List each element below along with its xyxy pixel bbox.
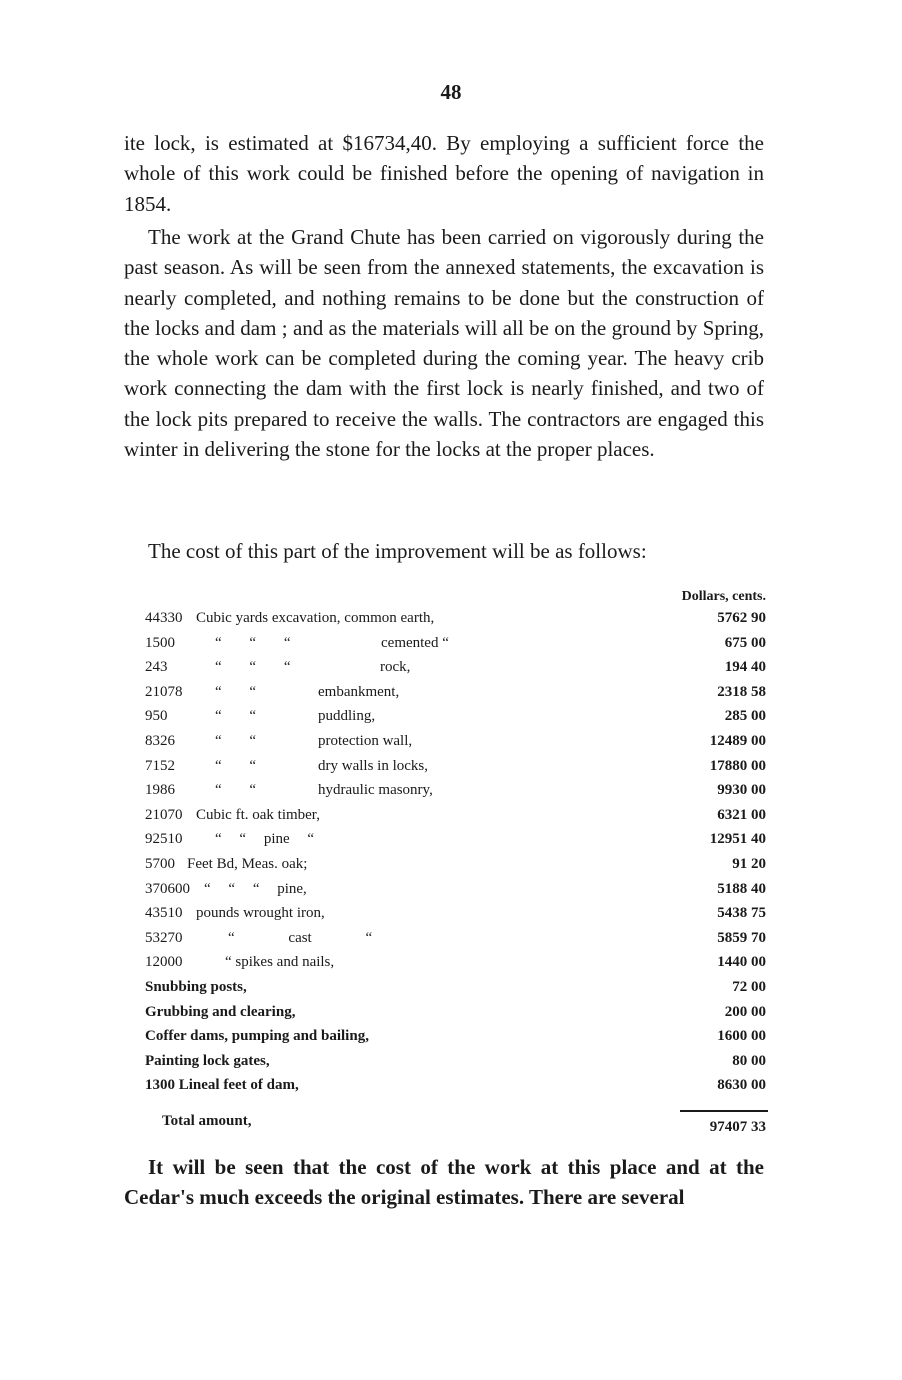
table-row xyxy=(0,1028,902,1053)
paragraph-4-text: It will be seen that the cost of the work at this place and at the Cedar's much exceeds the original estimates. There are several xyxy=(124,1155,764,1210)
row-description: hydraulic masonry, xyxy=(318,782,433,799)
row-quantity: 21070 xyxy=(145,806,183,823)
table-row xyxy=(0,905,902,930)
table-row xyxy=(0,930,902,955)
row-quantity: 370600 xyxy=(145,880,190,897)
page-number: 48 xyxy=(440,80,462,104)
row-amount: 675 00 xyxy=(724,634,766,651)
row-description: puddling, xyxy=(318,708,376,725)
row-amount: 1600 00 xyxy=(717,1028,766,1045)
row-unit: “ “ pine “ xyxy=(215,831,315,848)
paragraph-2 xyxy=(124,222,764,464)
row-item: Coffer dams, pumping and bailing, xyxy=(145,1028,369,1045)
row-ditto: “ “ xyxy=(215,708,257,725)
row-unit: “ “ “ pine, xyxy=(204,880,307,897)
row-amount: 8630 00 xyxy=(717,1077,766,1094)
table-row xyxy=(0,1053,902,1078)
row-amount: 72 00 xyxy=(732,978,766,995)
row-amount: 200 00 xyxy=(724,1003,766,1020)
row-amount: 9930 00 xyxy=(717,782,766,799)
table-row xyxy=(0,659,902,684)
row-quantity: 7152 xyxy=(145,757,175,774)
row-quantity: 12000 xyxy=(145,954,183,971)
table-row xyxy=(0,1004,902,1029)
table-row xyxy=(0,954,902,979)
row-item: Grubbing and clearing, xyxy=(145,1003,296,1020)
row-amount: 5438 75 xyxy=(717,905,766,922)
total-row xyxy=(0,1113,902,1137)
row-description: protection wall, xyxy=(318,732,413,749)
paragraph-3 xyxy=(124,536,764,566)
row-item: 1300 Lineal feet of dam, xyxy=(145,1077,299,1094)
row-amount: 6321 00 xyxy=(717,806,766,823)
row-amount: 285 00 xyxy=(724,708,766,725)
row-amount: 1440 00 xyxy=(717,954,766,971)
table-row xyxy=(0,610,902,635)
row-amount: 194 40 xyxy=(724,659,766,676)
row-amount: 12951 40 xyxy=(709,831,766,848)
table-row xyxy=(0,1077,902,1102)
row-amount: 80 00 xyxy=(732,1052,766,1069)
row-ditto: “ “ “ xyxy=(215,634,291,651)
row-quantity: 243 xyxy=(145,659,168,676)
row-quantity: 950 xyxy=(145,708,168,725)
row-quantity: 53270 xyxy=(145,929,183,946)
table-row xyxy=(0,831,902,856)
row-amount: 91 20 xyxy=(732,855,766,872)
row-description: cemented “ xyxy=(381,634,449,651)
paragraph-1-text: ite lock, is estimated at $16734,40. By employing a sufficient force the whole of this work could be finished before the opening of navigation in 1854. xyxy=(124,131,764,216)
total-rule xyxy=(680,1110,768,1112)
table-row xyxy=(0,782,902,807)
row-quantity: 44330 xyxy=(145,610,183,626)
total-label: Total amount, xyxy=(162,1113,252,1129)
row-quantity: 43510 xyxy=(145,905,183,922)
row-quantity: 92510 xyxy=(145,831,183,848)
row-unit: Cubic ft. oak timber, xyxy=(196,806,320,823)
row-ditto: “ “ “ xyxy=(215,659,291,676)
row-unit: “ spikes and nails, xyxy=(225,954,335,971)
row-amount: 5762 90 xyxy=(717,610,766,626)
paragraph-4 xyxy=(124,1152,764,1213)
table-row xyxy=(0,856,902,881)
table-row xyxy=(0,733,902,758)
row-quantity: 1500 xyxy=(145,634,175,651)
row-unit: Cubic yards excavation, common earth, xyxy=(196,610,435,626)
row-ditto: “ “ xyxy=(215,732,257,749)
row-unit: Feet Bd, Meas. oak; xyxy=(187,855,308,872)
row-amount: 5188 40 xyxy=(717,880,766,897)
units-header: Dollars, cents. xyxy=(681,589,766,604)
table-row xyxy=(0,758,902,783)
row-unit: pounds wrought iron, xyxy=(196,905,325,922)
paragraph-3-text: The cost of this part of the improvement will be as follows: xyxy=(148,539,647,563)
row-quantity: 8326 xyxy=(145,732,175,749)
row-ditto: “ “ xyxy=(215,683,257,700)
row-description: dry walls in locks, xyxy=(318,757,428,774)
row-ditto: “ “ xyxy=(215,782,257,799)
row-amount: 12489 00 xyxy=(709,732,766,749)
row-amount: 17880 00 xyxy=(709,757,766,774)
row-amount: 2318 58 xyxy=(717,683,766,700)
table-row xyxy=(0,684,902,709)
row-quantity: 5700 xyxy=(145,855,175,872)
table-row xyxy=(0,708,902,733)
row-description: rock, xyxy=(380,659,411,676)
paragraph-2-text: The work at the Grand Chute has been carried on vigorously during the past season. As will be seen from the annexed statements, the excavation is nearly completed, and nothing remains to be done but the construction of the locks and dam ; and as the materials will all be on the ground by Spring, the whole work can be completed during the coming year. The heavy crib work connecting the dam with the first lock is nearly finished, and two of the lock pits prepared to receive the walls. The contractors are engaged this winter in delivering the stone for the locks at the proper places. xyxy=(124,225,764,462)
table-row xyxy=(0,881,902,906)
table-row xyxy=(0,635,902,660)
row-quantity: 1986 xyxy=(145,782,175,799)
table-row xyxy=(0,807,902,832)
cost-table xyxy=(0,610,902,1102)
row-amount: 5859 70 xyxy=(717,929,766,946)
row-item: Painting lock gates, xyxy=(145,1052,270,1069)
row-quantity: 21078 xyxy=(145,683,183,700)
row-unit: “ cast “ xyxy=(228,929,373,946)
total-amount: 97407 33 xyxy=(709,1119,766,1135)
row-item: Snubbing posts, xyxy=(145,978,247,995)
row-ditto: “ “ xyxy=(215,757,257,774)
paragraph-1 xyxy=(124,128,764,219)
table-row xyxy=(0,979,902,1004)
row-description: embankment, xyxy=(318,683,400,700)
